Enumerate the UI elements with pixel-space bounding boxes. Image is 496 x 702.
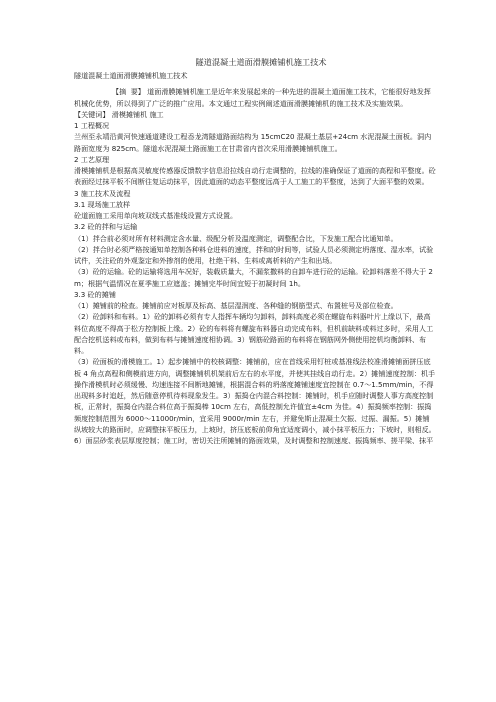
keywords: 【关键词】 滑模摊铺机 施工	[74, 109, 164, 119]
body-paragraph: 3.1 现场施工放样	[74, 199, 131, 209]
body-paragraph: （2）砼卸料和布料。1）砼的卸料必须有专人指挥车辆均匀卸料，卸料高度必须在螺旋布料器叶片上缘以下，最高料位高度不得高于松方控制板上缘。2）砼的布料将有螺旋布料器自动完成布料，但机前缺料或料过多时，采用人工配合挖机送料或布料，做到布料与摊铺速度相协调。3）钢筋砼路面的布料将在钢筋网外侧使用挖机均衡卸料、布料。	[74, 312, 434, 355]
body-paragraph: （3）砼面板的滑模施工。1）起步摊铺中的校核调整：摊铺前，应在首线采用钉桩或基准线法校准滑摊铺面拼压底板 4 角点高程和侧模前进方向，调整摊铺机机架前后左右的水平度，并使其挂线自动行走。2）摊铺速度控制：机手操作滑模机时必须缓慢、均速连接不间断地摊铺，根据混合料的坍落度摊铺速度宜控制在 0.7～1.5mm/min，不得出现料多时追赶，然后随意停机待料现象发生。3）振捣仓内混合料控制：摊铺时，机手应随时调整人事方高度控制板，正常时，振捣仓内混合料位高于振捣棒 10cm 左右，高低控制允许值宜±4cm 为佳。4）振捣频率控制：振捣频度控制范围为 6000～11000r/min，宜采用 9000r/min 左右，并避免斯止混凝土欠振、过振、漏振。5）摊铺纵坡较大的路面时，应调整抹平板压力，上坡时，挤压底板前仰角宜适度调小，减小抹平板压力；下坡时，则相反。6）面层砂浆表层厚度控制；施工时，密切关注所摊铺的路面效果，及时调整和控制速度、振捣频率、搓平梁、抹平	[74, 357, 436, 445]
body-paragraph: （1）摊铺前的检查。摊铺前应对板厚及标高、基层湿润度、各种缝的钢筋型式、布置桩号及部位检查。	[74, 301, 398, 310]
document-title: 隧道混凝土道面滑膜摊铺机施工技术	[195, 57, 327, 67]
body-paragraph: （2）拌合时必须严格按通知单控制各种料仓进料的速度，拌和的时间等，试验人员必须测定坍落度、湿水率，试验试件，关注砼的外观鉴定和外掺剂的使用，杜绝干料、生料或离析料的产生和出场。	[74, 244, 434, 265]
body-paragraph: （3）砼的运输。砼的运输将选用车况好，装载质量大，不漏浆撒料的自卸车进行砼的运输。砼卸料落差不得大于 2m；根据气温情况在夏季施工应遮盖；摊铺完毕时间宜短于初凝时间 1h。	[74, 267, 433, 288]
abstract: 【摘 要】 道面滑膜摊铺机施工是近年来发展起来的一种先进的混凝土道面施工技术，它能很好地发挥机械化优势，所以得到了广泛的推广应用。本文通过工程实例阐述道面滑膜摊铺机的施工技术及实施效果。	[74, 87, 431, 108]
body-paragraph: 兰州至永靖沿黄河快速通道建设工程岙龙湾隧道路面结构为 15cmC20 混凝土基层+24cm 水泥混凝土面板。洞内路面宽度为 825cm。隧道水泥混凝土路面施工在甘肃省内首次采用滑膜摊铺机施工。	[74, 132, 432, 153]
body-paragraph: 滑模摊铺机是根据高灵敏度传感器反馈数字信息沿拉线自动行走调整的，拉线的准确保证了道面的高程和平整度。砼表面经过抹平板不间断往复运动抹平，因此道面的动态平整度远高于人工施工的平整度，达到了大面平整的效果。	[74, 166, 436, 187]
document-body	[74, 120, 436, 446]
body-paragraph: 3 施工技术及流程	[74, 188, 131, 198]
body-paragraph: 3.2 砼的拌和与运输	[74, 222, 138, 232]
body-paragraph: 3.3 砼的摊铺	[74, 289, 116, 299]
document-subtitle: 隧道混凝土道面滑膜摊铺机施工技术	[74, 71, 188, 80]
body-paragraph: 2 工艺原理	[74, 154, 110, 164]
body-paragraph: （1）拌合前必须对所有材料测定含水量、级配分析及温度测定，调整配合比，下发施工配合比通知单。	[74, 233, 398, 243]
body-paragraph: 1 工程概况	[74, 121, 110, 130]
body-paragraph: 砼道面施工采用单向坡双线式基准线设置方式设置。	[74, 211, 238, 220]
